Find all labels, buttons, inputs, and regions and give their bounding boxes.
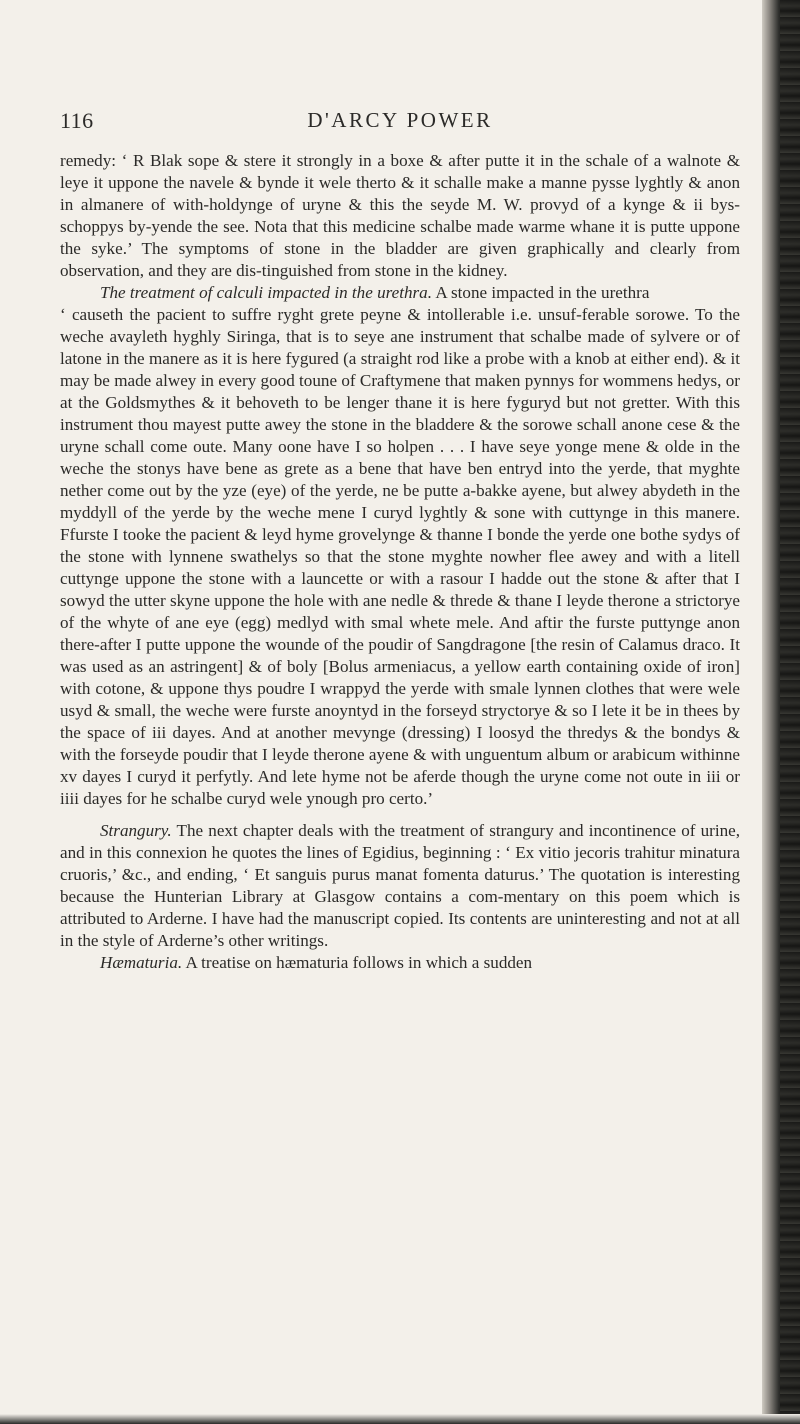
paragraph-text: A stone impacted in the urethra [432,283,650,302]
paragraph-bladder-remedy [60,150,740,282]
section-heading-strangury: Strangury. [100,821,172,840]
paragraph-strangury [60,820,740,952]
page-header [60,108,740,138]
page-number: 116 [60,108,94,133]
paragraph-urethra-heading [60,282,740,304]
paragraph-text: A treatise on hæmaturia follows in which a sudden [182,953,533,972]
paragraph-text: The next chapter deals with the treatment of strangury and incontinence of urine, and in this connexion he quotes the lines of Egidius, beginning : ‘ Ex vitio jecoris trahitur minatura cruoris,’ &c., and ending, ‘ Et sanguis purus manat fomenta daturus.’ The quotation is interesting because the Hunterian Library at Glasgow contains a com-mentary on this poem which is attributed to Arderne. I have had the manuscript copied. Its contents are uninteresting and not at all in the style of Arderne’s other writings. [60,821,740,950]
section-heading-haematuria: Hæmaturia. [100,953,183,972]
paragraph-urethra-quote [60,304,740,810]
running-head: D'ARCY POWER [307,108,493,132]
bottom-edge-shadow [0,1414,800,1424]
section-heading-urethra: The treatment of calculi impacted in the urethra. [100,283,433,302]
paragraph-text: ‘ causeth the pacient to suffre ryght grete peyne & intollerable i.e. unsuf-ferable sorowe. To the weche avayleth hyghly Siringa, that is to seye ane instrument that schalbe made of sylvere or of latone in the manere as it is here fygured (a straight rod like a probe with a knob at either end). & it may be made alwey in every good toune of Craftymene that maken pynnys for wommens hedys, or at the Goldsmythes & it behoveth to be lenger thane it is here fyguryd but not gretter. With this instrument thou mayest putte awey the stone in the bladdere & the sorowe schall anone cese & the uryne schall come oute. Many oone have I so holpen . . . I have seye yonge mene & olde in the weche the stonys have bene as grete as a bene that have ben entryd into the yerde, that myghte nether come out by the yze (eye) of the yerde, ne be putte a-bakke ayene, but alwey abydeth in the myddyll of the yerde by the weche mene I curyd lyghtly & sone with cuttynge in this manere. Ffurste I tooke the pacient & leyd hyme grovelynge & thanne I bonde the yerde one bothe sydys of the stone with lynnene swathelys so that the stone myghte nowher flee awey and with a litell cuttynge uppone the stone with a launcette or with a rasour I hadde out the stone & after that I sowyd the utter skyne uppone the hole with ane nedle & threde & thane I leyde therone a strictorye of the whyte of ane eye (egg) medlyd with smal whete mele. And aftir the furste puttynge anon there-after I putte uppone the wounde of the poudir of Sangdragone [the resin of Calamus draco. It was used as an astringent] & of boly [Bolus armeniacus, a yellow earth containing oxide of iron] with cotone, & uppone thys poudre I wrappyd the yerde with smale lynnen clothes that were wele usyd & small, the weche were furste anoyntyd in the forseyd stryctorye & so I lete it be in thees by the space of iii dayes. And at another mevynge (dressing) I loosyd the thredys & the bondys & with the forseyde poudir that I leyde therone ayene & with unguentum album or arabicum withinne xv dayes I curyd it perfytly. And lete hyme not be aferde though the uryne come not oute in iii or iiii dayes for he schalbe curyd wele ynough pro certo.’ [60,305,740,808]
page-edge-shadow [762,0,800,1424]
body-text [60,150,740,974]
paragraph-text: remedy: ‘ R Blak sope & stere it strongly in a boxe & after putte it in the schale of a walnote & leye it uppone the navele & bynde it wele therto & it schalle make a manne pysse lyghtly & anon in almanere of with-holdynge of uryne & this the seyde M. W. provyd of a kynge & ii bys-schoppys by-yende the see. Nota that this medicine schalbe made warme whane it is putte uppone the syke.’ The symptoms of stone in the bladder are given graphically and clearly from observation, and they are dis-tinguished from stone in the kidney. [60,151,740,280]
paragraph-haematuria [60,952,740,974]
